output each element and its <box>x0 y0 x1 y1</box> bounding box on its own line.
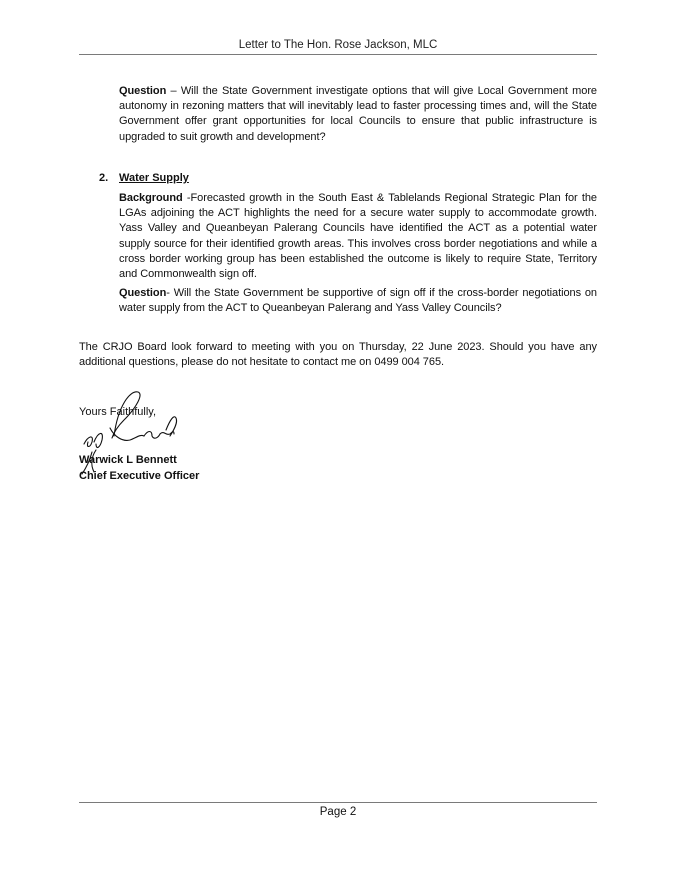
header-divider <box>79 54 597 55</box>
footer-divider <box>79 802 597 803</box>
water-supply-question-paragraph <box>119 286 597 316</box>
question-1-paragraph <box>119 84 597 145</box>
water-supply-background-paragraph <box>119 191 597 282</box>
signatory-role: Chief Executive Officer <box>79 470 200 482</box>
background-text: -Forecasted growth in the South East & Tablelands Regional Strategic Plan for the LGAs adjoining the ACT highlights the need for a secure water supply to accommodate growth. Yass Valley and Queanbeyan Palerang Councils have identified the ACT as a potential water supply source for their identified growth areas. This involves cross border negotiations and while a cross border working group has been established the outcome is likely to require State, Territory and Commonwealth sign off. <box>119 192 597 281</box>
signatory-name: Warwick L Bennett <box>79 454 177 466</box>
section-2-heading <box>99 171 189 186</box>
question-1-text: – Will the State Government investigate options that will give Local Government more autonomy in rezoning matters that will inevitably lead to faster processing times and, will the State Government offer grant opportunities for local Councils to ensure that public infrastructure is upgraded to suit growth and development? <box>119 85 597 143</box>
question-1-label: Question <box>119 85 167 97</box>
section-2-title: Water Supply <box>119 172 189 184</box>
valediction: Yours Faithfully, <box>79 406 157 418</box>
background-label: Background <box>119 192 183 204</box>
page-number: Page 2 <box>319 806 357 818</box>
question-2-text: - Will the State Government be supportive of sign off if the cross-border negotiations on water supply from the ACT to Queanbeyan Palerang and Yass Valley Councils? <box>119 287 597 315</box>
section-2-number: 2. <box>99 172 109 184</box>
question-2-label: Question <box>119 287 167 299</box>
page-header-title: Letter to The Hon. Rose Jackson, MLC <box>238 39 438 51</box>
closing-paragraph: The CRJO Board look forward to meeting with you on Thursday, 22 June 2023. Should you have any additional questions, please do not hesitate to contact me on 0499 004 765. <box>79 341 597 369</box>
